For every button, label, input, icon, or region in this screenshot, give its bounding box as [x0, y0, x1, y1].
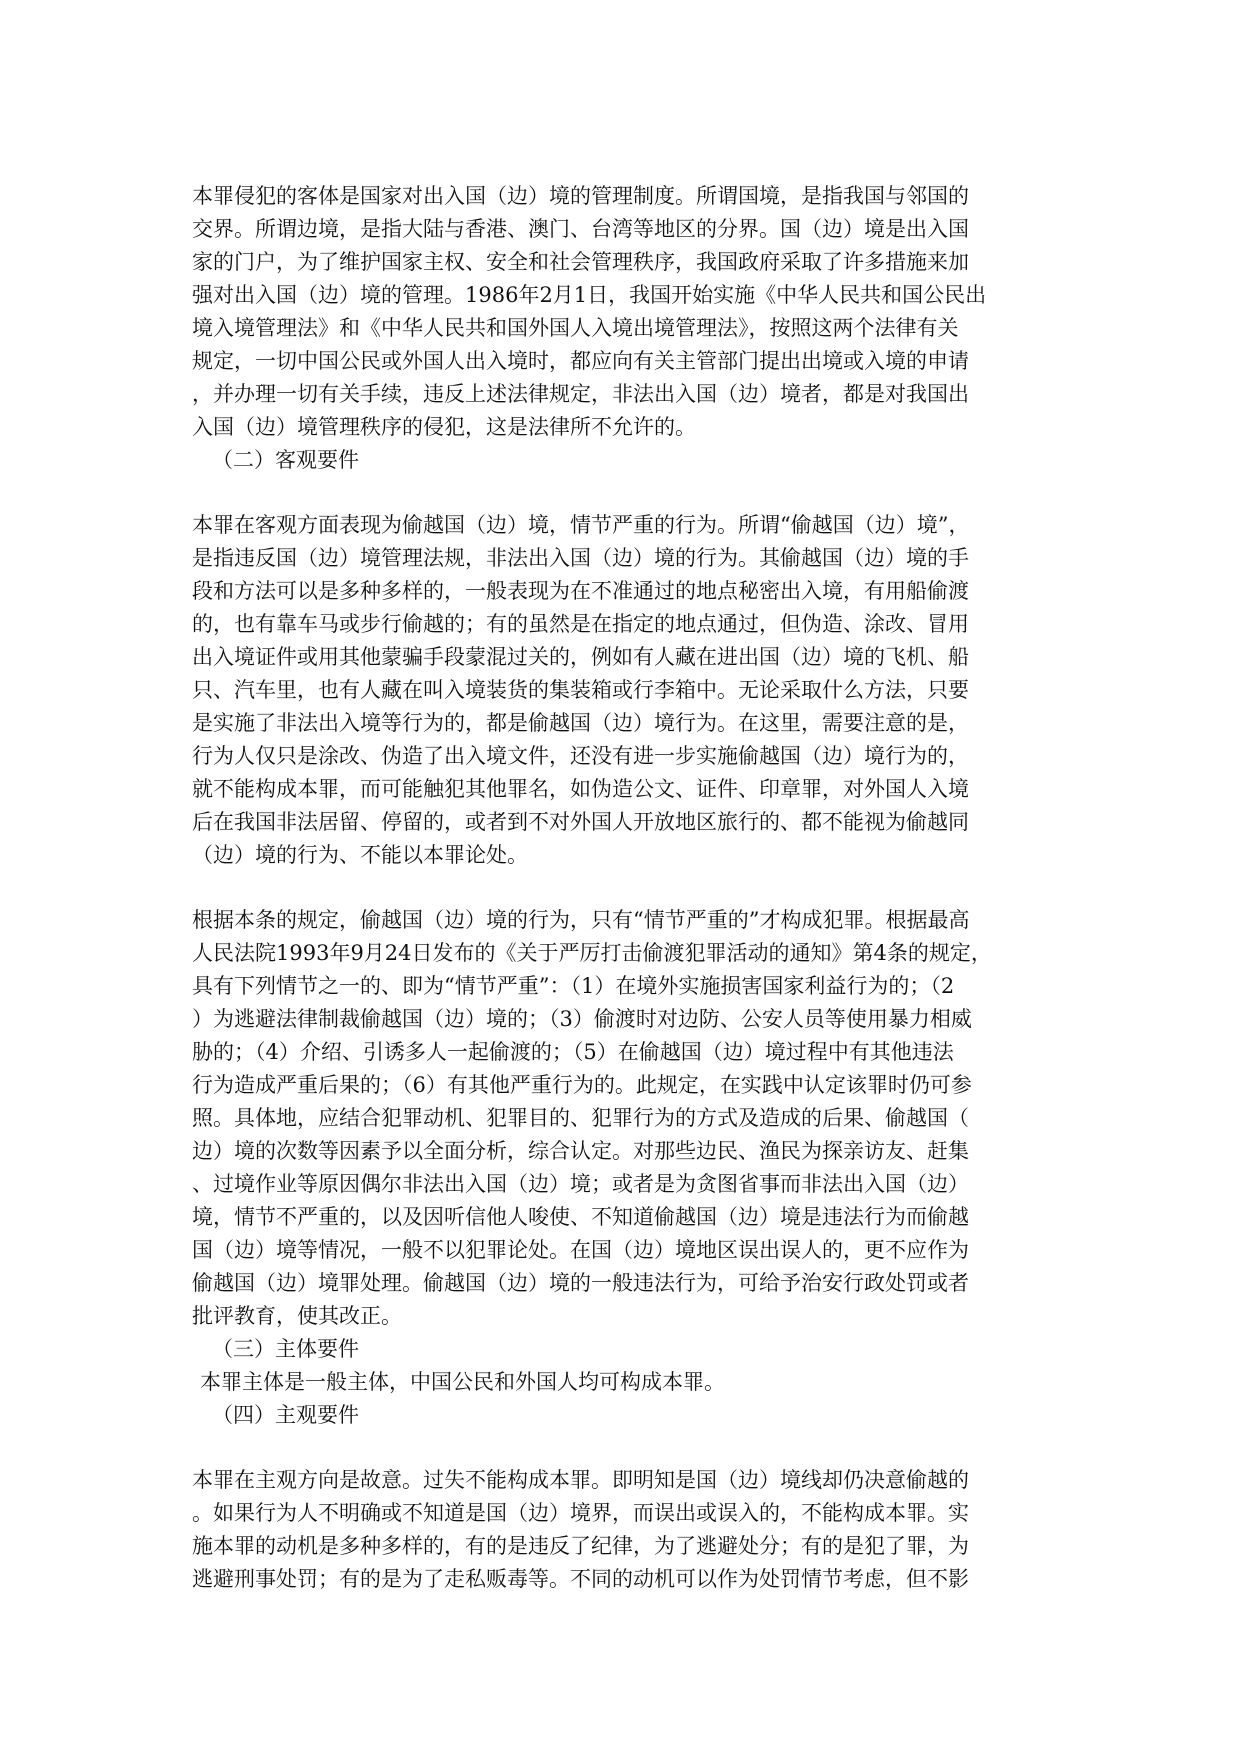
paragraph-gap: [192, 477, 1052, 509]
text-line: 具有下列情节之一的、即为“情节严重”：（1）在境外实施损害国家利益行为的；（2: [192, 974, 955, 998]
text-line: 施本罪的动机是多种多样的，有的是违反了纪律，为了逃避处分；有的是犯了罪，为: [192, 1534, 969, 1558]
text-line: 批评教育，使其改正。: [192, 1304, 402, 1328]
text-line: 行为造成严重后果的；（6）有其他严重行为的。此规定，在实践中认定该罪时仍可参: [192, 1073, 972, 1097]
paragraph-objective: [192, 509, 1052, 872]
text-line: ，并办理一切有关手续，违反上述法律规定，非法出入国（边）境者，都是对我国出: [192, 382, 969, 406]
text-line: 规定，一切中国公民或外国人出入境时，都应向有关主管部门提出出境或入境的申请: [192, 349, 969, 373]
text-line: 交界。所谓边境，是指大陆与香港、澳门、台湾等地区的分界。国（边）境是出入国: [192, 217, 969, 241]
text-line: 、过境作业等原因偶尔非法出入国（边）境；或者是为贪图省事而非法出入国（边）: [192, 1172, 969, 1196]
section-heading-subject: （三）主体要件: [212, 1337, 359, 1361]
text-line: 的，也有靠车马或步行偷越的；有的虽然是在指定的地点通过，但伪造、涂改、冒用: [192, 612, 969, 636]
text-line: 本罪在主观方向是故意。过失不能构成本罪。即明知是国（边）境线却仍决意偷越的: [192, 1468, 969, 1492]
text-line: 入国（边）境管理秩序的侵犯，这是法律所不允许的。: [192, 415, 696, 439]
paragraph-subjective: [192, 1464, 1052, 1596]
text-line: 是实施了非法出入境等行为的，都是偷越国（边）境行为。在这里，需要注意的是，: [192, 711, 969, 735]
section-heading-subjective: （四）主观要件: [212, 1403, 359, 1427]
paragraph-subject: 本罪主体是一般主体，中国公民和外国人均可构成本罪。: [200, 1370, 725, 1394]
text-line: 。如果行为人不明确或不知道是国（边）境界，而误出或误入的，不能构成本罪。实: [192, 1501, 969, 1525]
text-line: 逃避刑事处罚；有的是为了走私贩毒等。不同的动机可以作为处罚情节考虑，但不影: [192, 1567, 969, 1591]
paragraph-gap: [192, 872, 1052, 904]
text-line: 境入境管理法》和《中华人民共和国外国人入境出境管理法》，按照这两个法律有关: [192, 316, 959, 340]
paragraph-gap: [192, 1432, 1052, 1464]
paragraph-object: [192, 180, 1052, 444]
text-line: 照。具体地，应结合犯罪动机、犯罪目的、犯罪行为的方式及造成的后果、偷越国（: [192, 1106, 969, 1130]
text-line: 出入境证件或用其他蒙骗手段蒙混过关的，例如有人藏在进出国（边）境的飞机、船: [192, 645, 969, 669]
text-line: 行为人仅只是涂改、伪造了出入境文件，还没有进一步实施偷越国（边）境行为的，: [192, 744, 969, 768]
paragraph-serious-circumstances: [192, 904, 1052, 1333]
text-line: 家的门户，为了维护国家主权、安全和社会管理秩序，我国政府采取了许多措施来加: [192, 250, 969, 274]
text-line: 段和方法可以是多种多样的，一般表现为在不准通过的地点秘密出入境，有用船偷渡: [192, 579, 969, 603]
text-line: 只、汽车里，也有人藏在叫入境装货的集装箱或行李箱中。无论采取什么方法，只要: [192, 678, 969, 702]
text-line: 国（边）境等情况，一般不以犯罪论处。在国（边）境地区误出误人的，更不应作为: [192, 1238, 969, 1262]
text-line: 本罪在客观方面表现为偷越国（边）境，情节严重的行为。所谓“偷越国（边）境”，: [192, 513, 970, 537]
text-line: 人民法院1993年9月24日发布的《关于严厉打击偷渡犯罪活动的通知》第4条的规定，: [192, 941, 992, 965]
text-line: 边）境的次数等因素予以全面分析，综合认定。对那些边民、渔民为探亲访友、赶集: [192, 1139, 969, 1163]
text-line: 根据本条的规定，偷越国（边）境的行为，只有“情节严重的”才构成犯罪。根据最高: [192, 908, 970, 932]
text-line: 偷越国（边）境罪处理。偷越国（边）境的一般违法行为，可给予治安行政处罚或者: [192, 1271, 969, 1295]
text-line: 境，情节不严重的，以及因听信他人唆使、不知道偷越国（边）境是违法行为而偷越: [192, 1205, 969, 1229]
document-body: [192, 180, 1052, 1596]
text-line: 胁的；（4）介绍、引诱多人一起偷渡的；（5）在偷越国（边）境过程中有其他违法: [192, 1040, 954, 1064]
text-line: 本罪侵犯的客体是国家对出入国（边）境的管理制度。所谓国境，是指我国与邻国的: [192, 184, 969, 208]
text-line: 强对出入国（边）境的管理。1986年2月1日，我国开始实施《中华人民共和国公民出: [192, 283, 987, 307]
text-line: 就不能构成本罪，而可能触犯其他罪名，如伪造公文、证件、印章罪，对外国人入境: [192, 777, 969, 801]
text-line: （边）境的行为、不能以本罪论处。: [192, 843, 528, 867]
text-line: 是指违反国（边）境管理法规，非法出入国（边）境的行为。其偷越国（边）境的手: [192, 546, 969, 570]
section-heading-objective: （二）客观要件: [212, 448, 359, 472]
text-line: ）为逃避法律制裁偷越国（边）境的；（3）偷渡时对边防、公安人员等使用暴力相威: [192, 1007, 972, 1031]
text-line: 后在我国非法居留、停留的，或者到不对外国人开放地区旅行的、都不能视为偷越同: [192, 810, 969, 834]
